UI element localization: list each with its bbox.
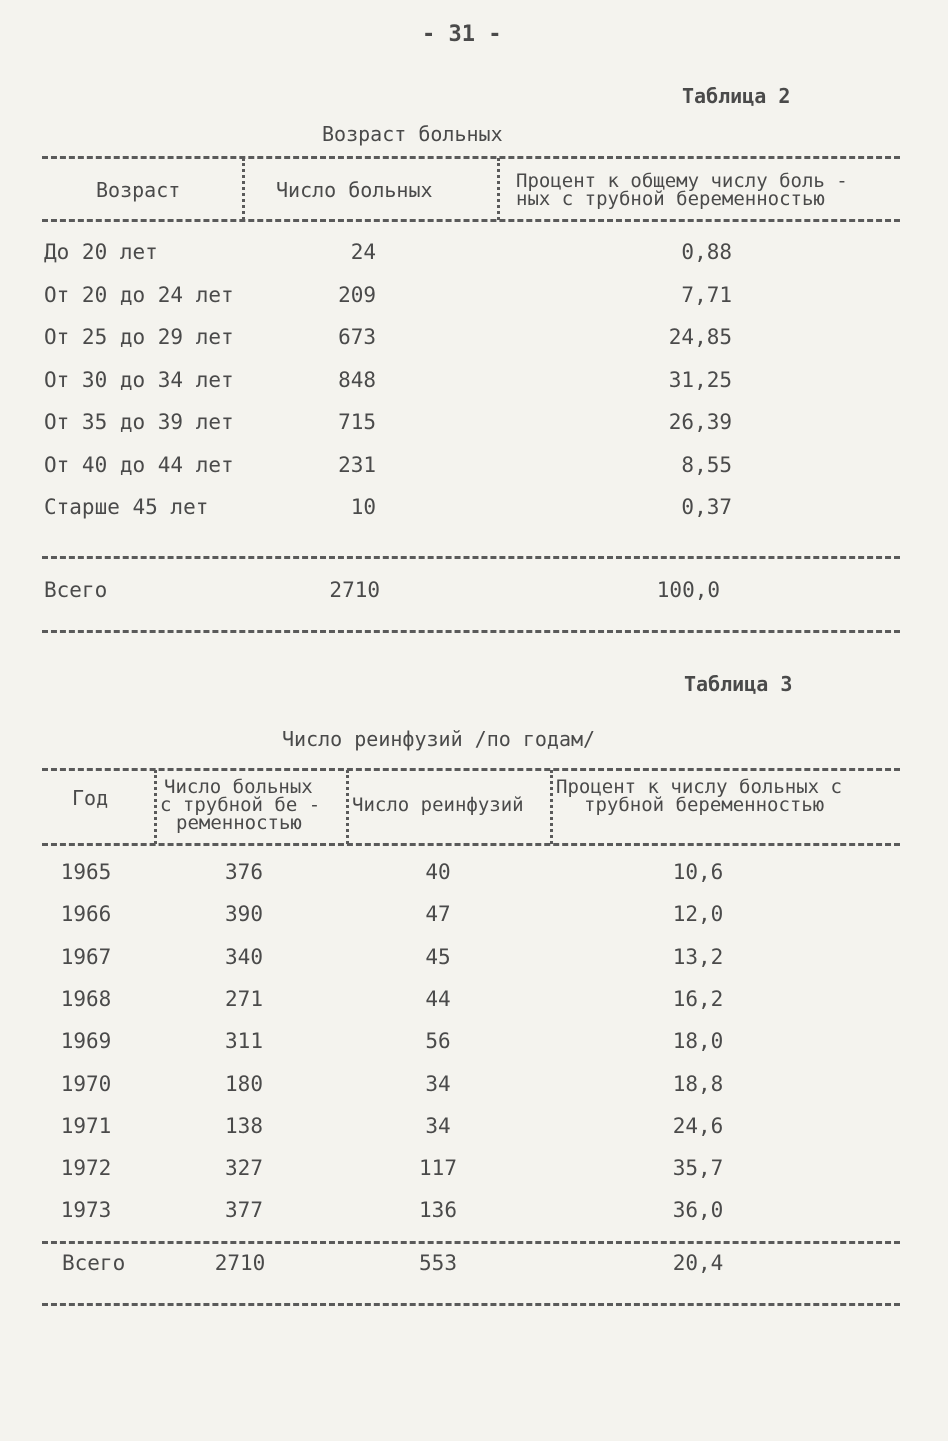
table2-row-count: 848 — [338, 368, 376, 392]
table2-row-age: Старше 45 лет — [44, 495, 209, 519]
table3-caption: Число реинфузий /по годам/ — [282, 727, 596, 751]
table3-row-reinfusions: 117 — [419, 1156, 457, 1180]
table2-total-rule — [42, 556, 900, 559]
table2-label: Таблица 2 — [682, 84, 791, 108]
table2-row-count: 10 — [350, 495, 376, 519]
table2-header-percent-line1: Процент к общему числу боль - — [516, 170, 848, 192]
table3-row-percent: 10,6 — [672, 860, 724, 884]
table2-row-percent: 31,25 — [668, 368, 732, 392]
table2-row-age: От 40 до 44 лет — [44, 453, 234, 477]
table3-bottom-rule — [42, 1303, 900, 1306]
table3-row-percent: 13,2 — [672, 945, 724, 969]
table3-row-reinfusions: 136 — [419, 1198, 457, 1222]
table3-row-patients: 271 — [225, 987, 263, 1011]
table3-top-rule — [42, 768, 900, 771]
table2-total-percent: 100,0 — [656, 578, 720, 602]
table3-row-percent: 18,0 — [672, 1029, 724, 1053]
table2-top-rule — [42, 156, 900, 159]
table3-total-reinfusions: 553 — [419, 1251, 457, 1275]
table3-header-year: Год — [72, 786, 109, 810]
table3-header-reinfusions: Число реинфузий — [352, 794, 524, 816]
table3-header-patients-line2: с трубной бе - — [160, 794, 321, 816]
table2-header-percent-line2: ных с трубной беременностью — [516, 188, 825, 210]
table3-row-year: 1967 — [60, 945, 112, 969]
table3-row-year: 1968 — [60, 987, 112, 1011]
table2-row-percent: 24,85 — [668, 325, 732, 349]
table3-row-year: 1970 — [60, 1072, 112, 1096]
table3-row-year: 1971 — [60, 1114, 112, 1138]
table2-row-percent: 26,39 — [668, 410, 732, 434]
table2-bottom-rule — [42, 630, 900, 633]
table2-total-count: 2710 — [329, 578, 380, 602]
table2-header-rule — [42, 219, 900, 222]
table3-row-percent: 24,6 — [672, 1114, 724, 1138]
table2-row-count: 715 — [338, 410, 376, 434]
table3-row-patients: 340 — [225, 945, 263, 969]
table3-header-patients-line3: ременностью — [176, 812, 302, 834]
table3-header-percent-line1: Процент к числу больных с — [556, 776, 842, 798]
table3-total-percent: 20,4 — [672, 1251, 724, 1275]
table3-header-rule — [42, 843, 900, 846]
table2-caption: Возраст больных — [322, 122, 503, 146]
table3-row-reinfusions: 47 — [425, 902, 451, 926]
table3-row-patients: 138 — [225, 1114, 263, 1138]
table3-col-divider-2 — [346, 770, 349, 844]
table2-row-count: 673 — [338, 325, 376, 349]
table3-row-percent: 12,0 — [672, 902, 724, 926]
table2-header-age: Возраст — [96, 178, 181, 202]
table3-row-percent: 35,7 — [672, 1156, 724, 1180]
table3-total-label: Всего — [62, 1251, 126, 1275]
table2-row-count: 231 — [338, 453, 376, 477]
table2-row-percent: 7,71 — [681, 283, 732, 307]
table3-total-rule — [42, 1241, 900, 1244]
table3-row-percent: 18,8 — [672, 1072, 724, 1096]
table2-row-age: От 20 до 24 лет — [44, 283, 234, 307]
table3-col-divider-3 — [550, 770, 553, 844]
table3-row-year: 1972 — [60, 1156, 112, 1180]
table3-row-patients: 180 — [225, 1072, 263, 1096]
table3-row-percent: 36,0 — [672, 1198, 724, 1222]
table3-row-reinfusions: 40 — [425, 860, 451, 884]
table2-row-age: От 25 до 29 лет — [44, 325, 234, 349]
table3-row-reinfusions: 34 — [425, 1072, 451, 1096]
table3-header-percent-line2: трубной беременностью — [584, 794, 825, 816]
table3-row-patients: 377 — [225, 1198, 263, 1222]
table2-row-age: До 20 лет — [44, 240, 158, 264]
table2-total-label: Всего — [44, 578, 108, 602]
table2-col-divider-2 — [497, 158, 500, 220]
table2-row-age: От 35 до 39 лет — [44, 410, 234, 434]
table3-row-patients: 390 — [225, 902, 263, 926]
table3-row-year: 1965 — [60, 860, 112, 884]
table2-row-percent: 0,88 — [681, 240, 732, 264]
table2-row-count: 209 — [338, 283, 376, 307]
table2-row-percent: 8,55 — [681, 453, 732, 477]
table3-total-patients: 2710 — [214, 1251, 266, 1275]
page-number: - 31 - — [422, 22, 502, 47]
table3-row-patients: 311 — [225, 1029, 263, 1053]
table3-label: Таблица 3 — [684, 672, 793, 696]
table3-header-patients-line1: Число больных — [164, 776, 313, 798]
table3-row-year: 1966 — [60, 902, 112, 926]
table3-row-reinfusions: 34 — [425, 1114, 451, 1138]
table2-row-count: 24 — [350, 240, 376, 264]
table3-row-patients: 376 — [225, 860, 263, 884]
table3-row-year: 1969 — [60, 1029, 112, 1053]
table2-header-count: Число больных — [276, 178, 433, 202]
table3-row-reinfusions: 45 — [425, 945, 451, 969]
table2-row-age: От 30 до 34 лет — [44, 368, 234, 392]
table3-row-percent: 16,2 — [672, 987, 724, 1011]
table2-col-divider-1 — [242, 158, 245, 220]
table3-row-reinfusions: 56 — [425, 1029, 451, 1053]
table3-row-reinfusions: 44 — [425, 987, 451, 1011]
table3-row-patients: 327 — [225, 1156, 263, 1180]
table2-row-percent: 0,37 — [681, 495, 732, 519]
table3-row-year: 1973 — [60, 1198, 112, 1222]
table3-col-divider-1 — [154, 770, 157, 844]
